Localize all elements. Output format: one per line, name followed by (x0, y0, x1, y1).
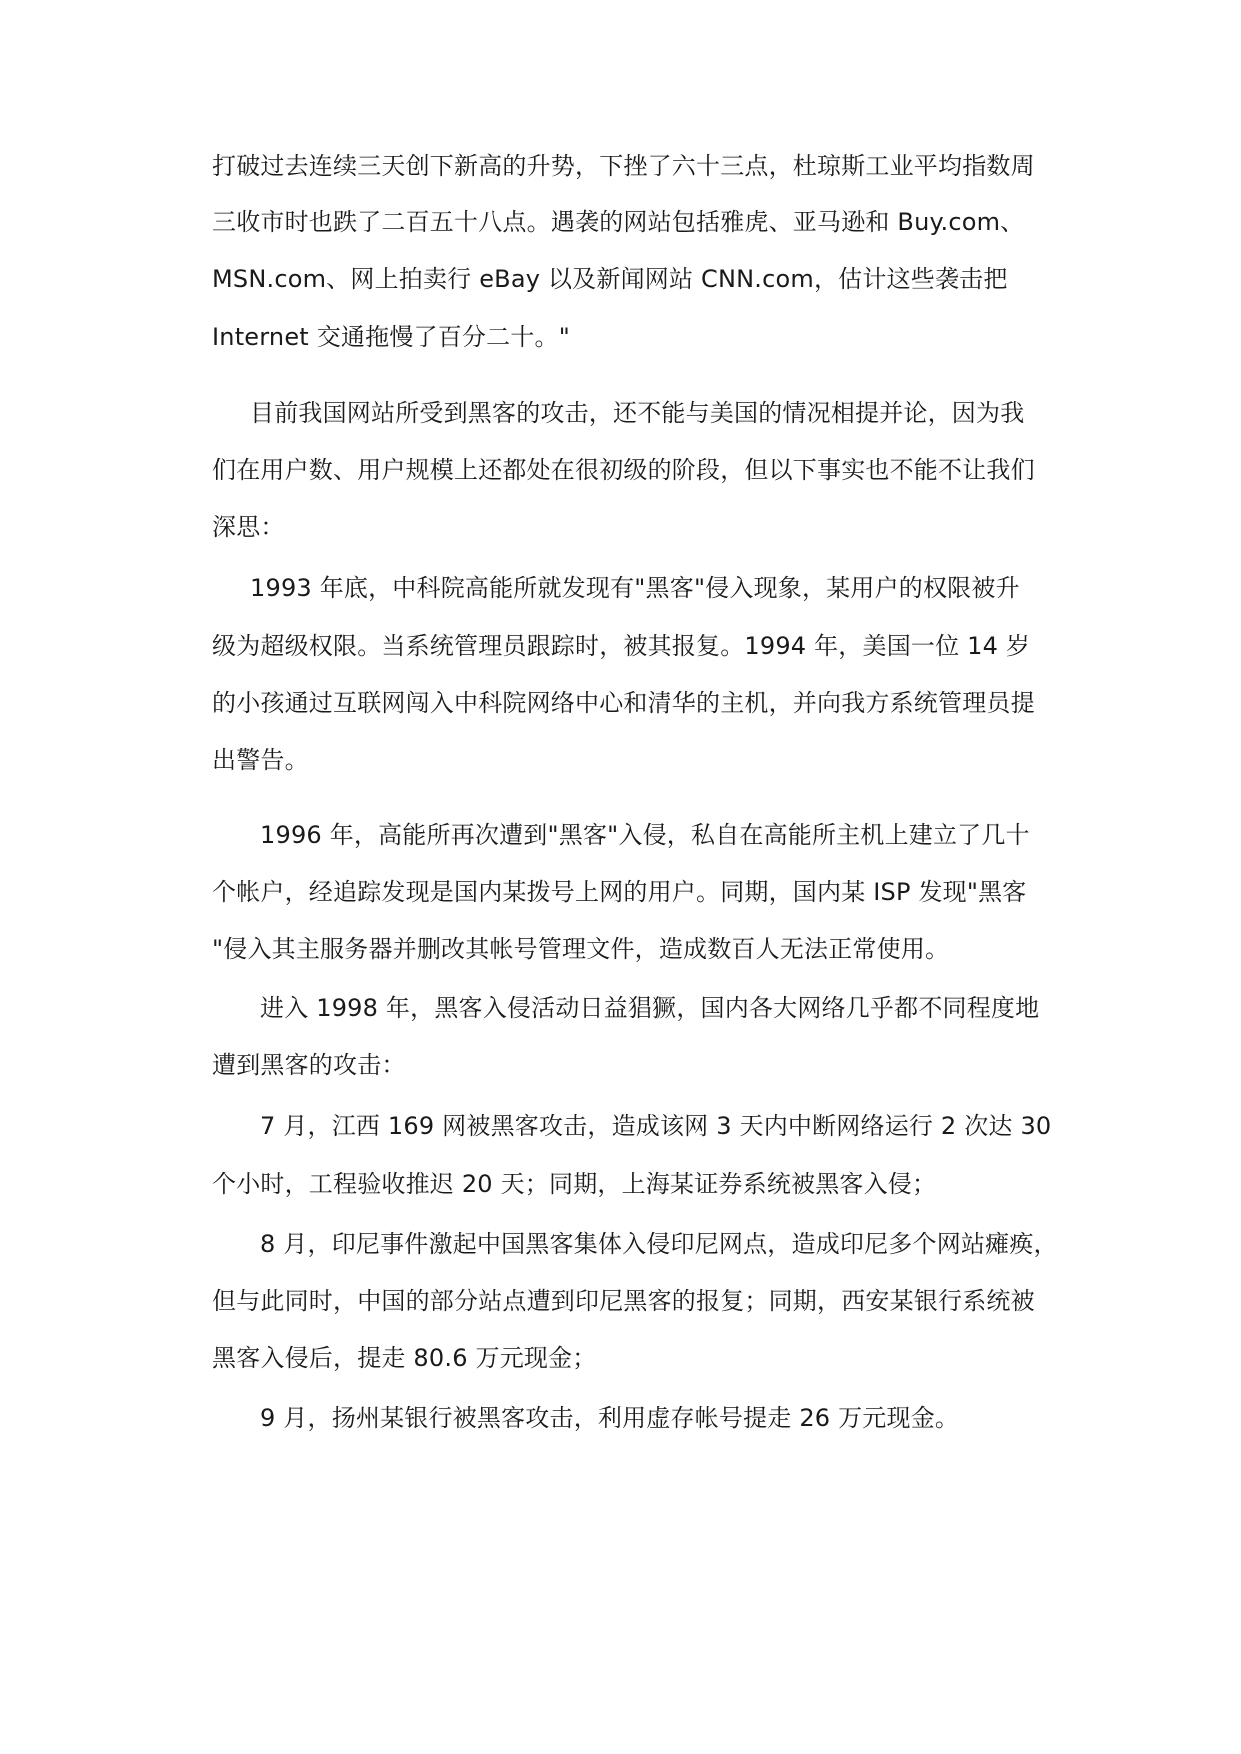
paragraph-2-line-1: 目前我国网站所受到黑客的攻击，还不能与美国的情况相提并论，因为我 (250, 399, 1025, 427)
paragraph-4-line-3: "侵入其主服务器并删改其帐号管理文件，造成数百人无法正常使用。 (212, 935, 950, 963)
paragraph-3-line-4: 出警告。 (212, 746, 309, 774)
paragraph-6-line-2: 个小时，工程验收推迟 20 天；同期，上海某证券系统被黑客入侵； (212, 1170, 937, 1198)
paragraph-5-line-2: 遭到黑客的攻击： (212, 1051, 406, 1079)
paragraph-1-line-3: MSN.com、网上拍卖行 eBay 以及新闻网站 CNN.com，估计这些袭击把 (212, 265, 1008, 293)
paragraph-1-line-2: 三收市时也跌了二百五十八点。遇袭的网站包括雅虎、亚马逊和 Buy.com、 (212, 208, 1025, 236)
paragraph-3-line-1: 1993 年底，中科院高能所就发现有"黑客"侵入现象，某用户的权限被升 (250, 574, 1020, 602)
paragraph-1-line-4: Internet 交通拖慢了百分二十。" (212, 323, 570, 351)
paragraph-2-line-2: 们在用户数、用户规模上还都处在很初级的阶段，但以下事实也不能不让我们 (212, 456, 1035, 484)
paragraph-7-line-2: 但与此同时，中国的部分站点遭到印尼黑客的报复；同期，西安某银行系统被 (212, 1287, 1035, 1315)
paragraph-4-line-1: 1996 年，高能所再次遭到"黑客"入侵，私自在高能所主机上建立了几十 (260, 821, 1030, 849)
paragraph-7-line-3: 黑客入侵后，提走 80.6 万元现金； (212, 1344, 597, 1372)
paragraph-6-line-1: 7 月，江西 169 网被黑客攻击，造成该网 3 天内中断网络运行 2 次达 30 (260, 1112, 1052, 1140)
paragraph-3-line-2: 级为超级权限。当系统管理员跟踪时，被其报复。1994 年，美国一位 14 岁 (212, 632, 1031, 660)
paragraph-3-line-3: 的小孩通过互联网闯入中科院网络中心和清华的主机，并向我方系统管理员提 (212, 689, 1035, 717)
paragraph-4-line-2: 个帐户，经追踪发现是国内某拨号上网的用户。同期，国内某 ISP 发现"黑客 (212, 878, 1027, 906)
paragraph-7-line-1: 8 月，印尼事件激起中国黑客集体入侵印尼网点，造成印尼多个网站瘫痪， (260, 1230, 1058, 1258)
paragraph-1-line-1: 打破过去连续三天创下新高的升势，下挫了六十三点，杜琼斯工业平均指数周 (212, 152, 1035, 180)
document-page (212, 0, 1072, 1754)
paragraph-2-line-3: 深思： (212, 513, 285, 541)
paragraph-8-line-1: 9 月，扬州某银行被黑客攻击，利用虚存帐号提走 26 万元现金。 (260, 1404, 960, 1432)
paragraph-5-line-1: 进入 1998 年，黑客入侵活动日益猖獗，国内各大网络几乎都不同程度地 (260, 994, 1040, 1022)
